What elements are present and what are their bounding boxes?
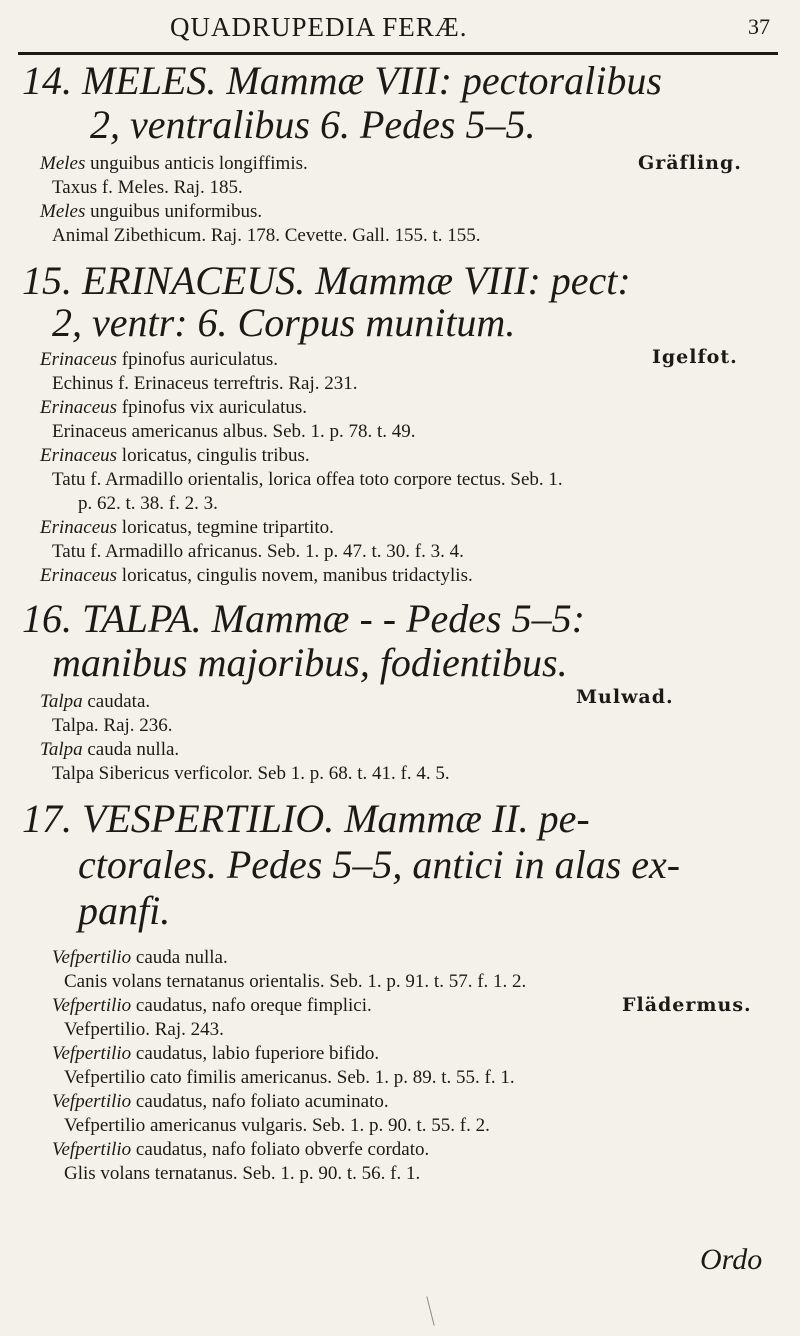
synonym-line: Talpa Sibericus verficolor. Seb 1. p. 68. t. 41. f. 4. 5. xyxy=(52,763,450,784)
running-head xyxy=(0,8,800,48)
genus-name: Erinaceus xyxy=(40,349,118,370)
synonym-line: Tatu f. Armadillo africanus. Seb. 1. p. 47. t. 30. f. 3. 4. xyxy=(52,541,464,562)
synonym-line: Erinaceus fpinofus vix auriculatus. xyxy=(40,397,308,418)
synonym-line: Talpa cauda nulla. xyxy=(40,739,180,760)
synonym-line: Glis volans ternatanus. Seb. 1. p. 90. t. 56. f. 1. xyxy=(64,1163,421,1184)
entry-heading-cont: 2, ventralibus 6. Pedes 5–5. xyxy=(90,102,536,147)
genus-name: Talpa xyxy=(40,691,83,712)
entry-heading-cont: 2, ventr: 6. Corpus munitum. xyxy=(52,300,516,345)
genus-name: Vefpertilio xyxy=(52,947,132,968)
synonym-line: Erinaceus loricatus, tegmine tripartito. xyxy=(40,517,334,538)
page-number: 37 xyxy=(748,14,770,39)
genus-name: Erinaceus xyxy=(40,397,118,418)
genus-name: Erinaceus xyxy=(40,565,118,586)
genus-name: Vefpertilio xyxy=(52,1091,132,1112)
synonym-line: Canis volans ternatanus orientalis. Seb. 1. p. 91. t. 57. f. 1. 2. xyxy=(64,971,527,992)
entry-heading: 15. ERINACEUS. Mammæ VIII: pect: xyxy=(22,258,631,303)
genus-name: Erinaceus xyxy=(40,445,118,466)
synonym-line: Talpa caudata. xyxy=(40,691,151,712)
running-title: QUADRUPEDIA FERÆ. xyxy=(170,12,468,42)
synonym-line: Erinaceus loricatus, cingulis tribus. xyxy=(40,445,310,466)
synonym-line: Vefpertilio caudatus, nafo oreque fimplici. xyxy=(52,995,372,1016)
genus-name: Vefpertilio xyxy=(52,995,132,1016)
synonym-line: Erinaceus americanus albus. Seb. 1. p. 78. t. 49. xyxy=(52,421,416,442)
entry-heading-cont: ctorales. Pedes 5–5, antici in alas ex- xyxy=(78,842,681,887)
genus-name: Vefpertilio xyxy=(52,1043,132,1064)
entry-heading: 17. VESPERTILIO. Mammæ II. pe- xyxy=(22,796,590,841)
synonym-line: Vefpertilio cauda nulla. xyxy=(52,947,228,968)
genus-name: Erinaceus xyxy=(40,517,118,538)
synonym-line: Talpa. Raj. 236. xyxy=(52,715,173,736)
genus-name: Meles xyxy=(40,201,86,222)
genus-name: Meles xyxy=(40,153,86,174)
synonym-line: Vefpertilio americanus vulgaris. Seb. 1. p. 90. t. 55. f. 2. xyxy=(64,1115,490,1136)
page-mark xyxy=(426,1296,434,1325)
genus-name: Vefpertilio xyxy=(52,1139,132,1160)
header-rule xyxy=(18,52,778,55)
synonym-line: Taxus f. Meles. Raj. 185. xyxy=(52,177,243,198)
entry-heading: 14. MELES. Mammæ VIII: pectoralibus xyxy=(22,58,662,103)
synonym-line: Vefpertilio caudatus, labio fuperiore bifido. xyxy=(52,1043,380,1064)
synonym-line: Meles unguibus anticis longiffimis. xyxy=(40,153,308,174)
synonym-line: Animal Zibethicum. Raj. 178. Cevette. Gall. 155. t. 155. xyxy=(52,225,481,246)
synonym-line: Meles unguibus uniformibus. xyxy=(40,201,263,222)
entry-heading-cont: panfi. xyxy=(78,888,171,933)
entry-heading: 16. TALPA. Mammæ - - Pedes 5–5: xyxy=(22,596,585,641)
vernacular-name: Mulwad. xyxy=(576,686,674,708)
synonym-line: Vefpertilio. Raj. 243. xyxy=(64,1019,224,1040)
genus-name: Talpa xyxy=(40,739,83,760)
synonym-line: p. 62. t. 38. f. 2. 3. xyxy=(78,493,218,514)
synonym-line: Erinaceus loricatus, cingulis novem, manibus tridactylis. xyxy=(40,565,473,586)
synonym-line: Erinaceus fpinofus auriculatus. xyxy=(40,349,278,370)
vernacular-name: Gräfling. xyxy=(638,152,742,174)
vernacular-name: Flädermus. xyxy=(622,994,752,1016)
synonym-line: Tatu f. Armadillo orientalis, lorica offea toto corpore tectus. Seb. 1. xyxy=(52,469,563,490)
synonym-line: Echinus f. Erinaceus terreftris. Raj. 231. xyxy=(52,373,358,394)
synonym-line: Vefpertilio cato fimilis americanus. Seb. 1. p. 89. t. 55. f. 1. xyxy=(64,1067,515,1088)
catchword: Ordo xyxy=(700,1243,763,1276)
synonym-line: Vefpertilio caudatus, nafo foliato acuminato. xyxy=(52,1091,389,1112)
synonym-line: Vefpertilio caudatus, nafo foliato obverfe cordato. xyxy=(52,1139,430,1160)
vernacular-name: Igelfot. xyxy=(652,346,738,368)
entry-heading-cont: manibus majoribus, fodientibus. xyxy=(52,640,568,685)
